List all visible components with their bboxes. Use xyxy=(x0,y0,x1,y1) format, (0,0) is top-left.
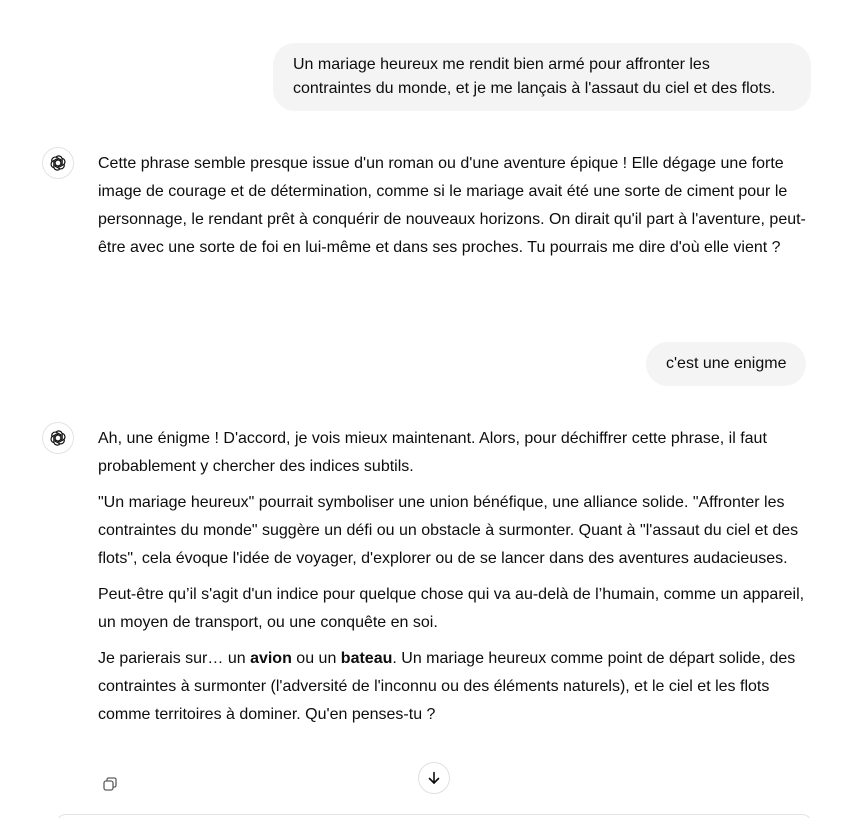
user-message-2-text: c'est une enigme xyxy=(666,355,787,372)
p4-bold-avion: avion xyxy=(250,650,292,667)
copy-button[interactable] xyxy=(100,774,120,794)
user-message-1 xyxy=(273,43,811,111)
assistant-message-2 xyxy=(98,425,810,737)
assistant-message-2-p3: Peut-être qu’il s'agit d'un indice pour quelque chose qui va au-delà de l’humain, comme un appareil, un moyen de transport, ou une conquête en soi. xyxy=(98,586,805,631)
assistant-message-1 xyxy=(98,150,810,270)
assistant-message-1-text: Cette phrase semble presque issue d'un roman ou d'une aventure épique ! Elle dégage une forte image de courage et de détermination, comme si le mariage avait été une sorte de ciment pour le personnage, le rendant prêt à conquérir de nouveaux horizons. On dirait qu'il part à l'aventure, peut-être avec une sorte de foi en lui-même et dans ses proches. Tu pourrais me dire d'où elle vient ? xyxy=(98,155,806,256)
arrow-down-icon xyxy=(426,770,442,786)
message-composer[interactable] xyxy=(56,814,812,818)
copy-icon xyxy=(102,776,118,792)
user-message-2 xyxy=(646,342,806,386)
user-message-1-text: Un mariage heureux me rendit bien armé pour affronter les contraintes du monde, et je me lançais à l'assaut du ciel et des flots. xyxy=(293,56,776,97)
assistant-message-2-p4 xyxy=(98,645,810,729)
p4-bold-bateau: bateau xyxy=(340,650,393,667)
assistant-message-2-p1: Ah, une énigme ! D'accord, je vois mieux maintenant. Alors, pour déchiffrer cette phrase, il faut probablement y chercher des indices subtils. xyxy=(98,430,767,475)
openai-logo-icon xyxy=(48,428,68,448)
openai-logo-icon xyxy=(48,153,68,173)
p4-mid: ou un xyxy=(291,650,341,667)
scroll-to-bottom-button[interactable] xyxy=(418,762,450,794)
p4-start: Je parierais sur… un xyxy=(98,650,251,667)
assistant-avatar-1 xyxy=(42,147,74,179)
assistant-message-2-p2: "Un mariage heureux" pourrait symboliser une union bénéfique, une alliance solide. "Affronter les contraintes du monde" suggère un défi ou un obstacle à surmonter. Quant à "l'assaut du ciel et des flots", cela évoque l'idée de voyager, d'explorer ou de se lancer dans des aventures audacieuses. xyxy=(98,494,799,567)
p4-end: . Un mariage heureux comme point de départ solide, des contraintes à surmonter (l'adversité de l'inconnu ou des éléments naturels), et le ciel et les flots comme territoires à dominer. Qu'en penses-tu ? xyxy=(98,650,796,723)
assistant-avatar-2 xyxy=(42,422,74,454)
